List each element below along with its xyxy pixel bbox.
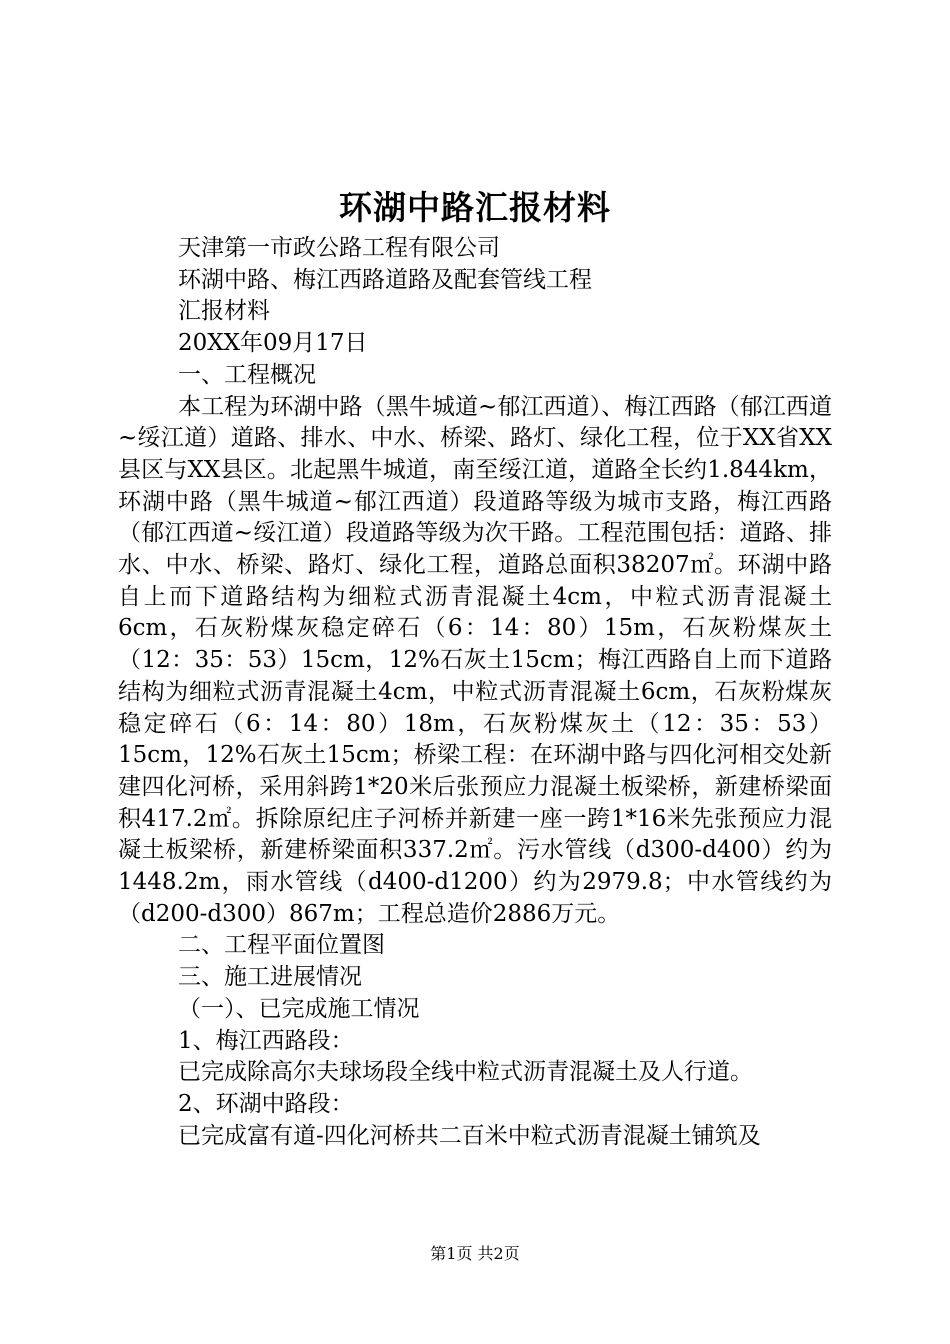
- document-body: [118, 233, 832, 1152]
- page-footer: 第1页 共2页: [430, 1244, 520, 1263]
- item-body-huanhu: 已完成富有道-四化河桥共二百米中粒式沥青混凝土铺筑及: [178, 1122, 761, 1149]
- item-heading-meijiang: 1、梅江西路段：: [178, 1027, 354, 1054]
- document-type: 汇报材料: [178, 298, 270, 325]
- item-body-meijiang: 已完成除高尔夫球场段全线中粒式沥青混凝土及人行道。: [178, 1059, 753, 1086]
- company-name: 天津第一市政公路工程有限公司: [178, 235, 500, 261]
- section-heading-progress: 三、施工进展情况: [178, 964, 362, 991]
- item-heading-huanhu: 2、环湖中路段：: [178, 1090, 354, 1117]
- subsection-heading-completed: （一）、已完成施工情况: [178, 995, 420, 1022]
- section-heading-overview: 一、工程概况: [178, 361, 316, 388]
- section-body-overview: 本工程为环湖中路（黑牛城道~郁江西道）、梅江西路（郁江西道~绥江道）道路、排水、中水、桥梁、路灯、绿化工程，位于XX省XX县区与XX县区。北起黑牛城道，南至绥江道，道路全长约1.844km，环湖中路（黑牛城道~郁江西道）段道路等级为城市支路，梅江西路（郁江西道~绥江道）段道路等级为次干路。工程范围包括：道路、排水、中水、桥梁、路灯、绿化工程，道路总面积38207㎡。环湖中路自上而下道路结构为细粒式沥青混凝土4cm，中粒式沥青混凝土6cm，石灰粉煤灰稳定碎石（6：14：80）15m，石灰粉煤灰土（12：35：53）15cm，12%石灰土15cm；梅江西路自上而下道路结构为细粒式沥青混凝土4cm，中粒式沥青混凝土6cm，石灰粉煤灰稳定碎石（6：14：80）18m，石灰粉煤灰土（12：35：53）15cm，12%石灰土15cm；桥梁工程：在环湖中路与四化河相交处新建四化河桥，采用斜跨1*20米后张预应力混凝土板梁桥，新建桥梁面积417.2㎡。拆除原纪庄子河桥并新建一座一跨1*16米先张预应力混凝土板梁桥，新建桥梁面积337.2㎡。污水管线（d300-d400）约为1448.2m，雨水管线（d400-d1200）约为2979.8；中水管线约为（d200-d300）867m；工程总造价2886万元。: [118, 393, 832, 927]
- section-heading-location-map: 二、工程平面位置图: [178, 932, 385, 959]
- document-title: 环湖中路汇报材料: [339, 188, 611, 227]
- document-date: 20XX年09月17日: [178, 330, 368, 357]
- project-name: 环湖中路、梅江西路道路及配套管线工程: [178, 266, 592, 293]
